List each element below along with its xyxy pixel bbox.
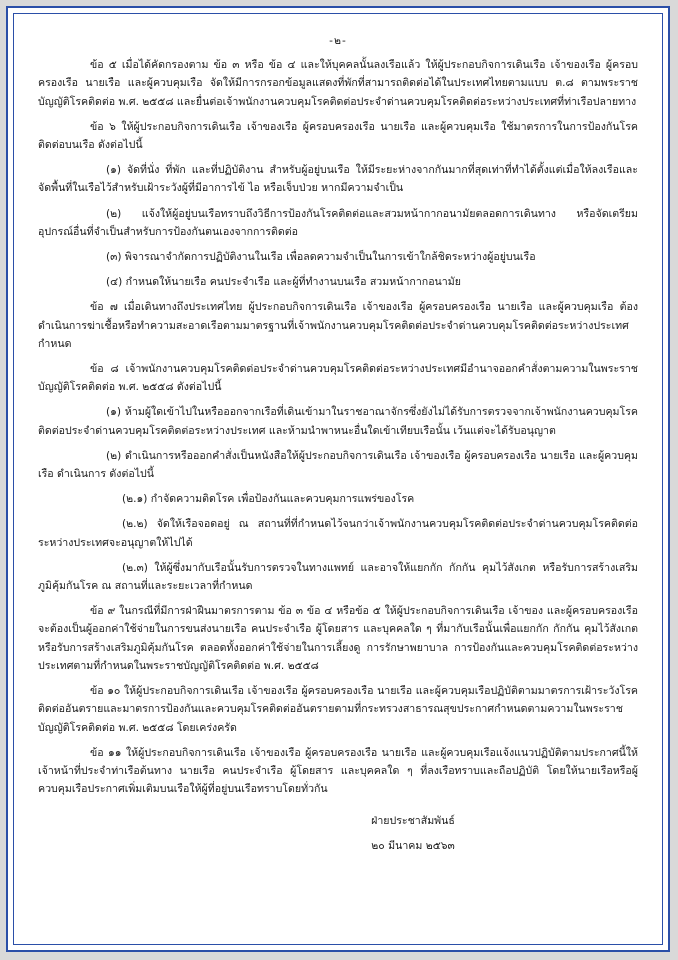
page-number: -๒- [329,35,347,47]
clause-6: ข้อ ๖ ให้ผู้ประกอบกิจการเดินเรือ เจ้าของเรือ ผู้ครอบครองเรือ นายเรือ และผู้ควบคุมเรือ ใช้มาตรการในการป้องกันโรคติดต่อบนเรือ ดังต่อไปนี้ [38,120,638,152]
clause-8-item-2-2: (๒.๒) จัดให้เรือจอดอยู่ ณ สถานที่ที่กำหนดไว้จนกว่าเจ้าพนักงานควบคุมโรคติดต่อประจำด่านควบคุมโรคติดต่อระหว่างประเทศจะอนุญาตให้ไปได้ [38,518,638,549]
clause-7: ข้อ ๗ เมื่อเดินทางถึงประเทศไทย ผู้ประกอบกิจการเดินเรือ เจ้าของเรือ ผู้ครอบครองเรือ นายเรือ และผู้ควบคุมเรือ ต้องดำเนินการฆ่าเชื้อหรือทำความสะอาดเรือตามมาตรฐานที่เจ้าพนักงานควบคุมโรคติดต่อประจำด่านควบคุมโรคติดต่อระหว่างประเทศกำหนด [38,301,638,350]
clause-6-item-4: (๔) กำหนดให้นายเรือ คนประจำเรือ และผู้ที่ทำงานบนเรือ สวมหน้ากากอนามัย [106,276,461,289]
clause-8-item-2: (๒) ดำเนินการหรือออกคำสั่งเป็นหนังสือให้ผู้ประกอบกิจการเดินเรือ เจ้าของเรือ ผู้ครอบครองเรือ นายเรือ และผู้ควบคุมเรือ ดำเนินการ ดังต่อไปนี้ [38,449,638,481]
clause-11: ข้อ ๑๑ ให้ผู้ประกอบกิจการเดินเรือ เจ้าของเรือ ผู้ครอบครองเรือ นายเรือ และผู้ควบคุมเรือแจ้งแนวปฏิบัติตามประกาศนี้ให้เจ้าหน้าที่ประจำท่าเรือต้นทาง นายเรือ คนประจำเรือ ผู้โดยสาร และบุคคลใด ๆ ที่ลงเรือทราบและถือปฏิบัติ โดยให้นายเรือหรือผู้ควบคุมเรือประกาศเพิ่มเติมบนเรือให้ผู้ที่อยู่บนเรือทราบโดยทั่วกัน [38,746,638,796]
clause-8-item-2-3: (๒.๓) ให้ผู้ซึ่งมากับเรือนั้นรับการตรวจในทางแพทย์ และอาจให้แยกกัก กักกัน คุมไว้สังเกต หรือรับการสร้างเสริมภูมิคุ้มกันโรค ณ สถานที่และระยะเวลาที่กำหนด [38,561,638,593]
signoff-date: ๒๐ มีนาคม ๒๕๖๓ [371,839,455,852]
clause-5: ข้อ ๕ เมื่อได้คัดกรองตาม ข้อ ๓ หรือ ข้อ ๔ และให้บุคคลนั้นลงเรือแล้ว ให้ผู้ประกอบกิจการเดินเรือ เจ้าของเรือ ผู้ครอบครองเรือ นายเรือ และผู้ควบคุมเรือ จัดให้มีการกรอกข้อมูลแสดงที่พักที่สามารถติดต่อได้ในประเทศไทยตามแบบ ต.๘ ตามพระราชบัญญัติโรคติดต่อ พ.ศ. ๒๕๕๘ และยื่นต่อเจ้าพนักงานควบคุมโรคติดต่อประจำด่านควบคุมโรคติดต่อระหว่างประเทศที่ท่าเรือปลายทาง [38,59,638,108]
clause-9: ข้อ ๙ ในกรณีที่มีการฝ่าฝืนมาตรการตาม ข้อ ๓ ข้อ ๔ หรือข้อ ๕ ให้ผู้ประกอบกิจการเดินเรือ เจ้าของ และผู้ครอบครองเรือ จะต้องเป็นผู้ออกค่าใช้จ่ายในการขนส่งนายเรือ คนประจำเรือ ผู้โดยสาร และบุคคลใด ๆ ที่มากับเรือนั้นเพื่อแยกกัก กักกัน คุมไว้สังเกต หรือรับการสร้างเสริมภูมิคุ้มกันโรค ตลอดทั้งออกค่าใช้จ่ายในการเลี้ยงดู การรักษาพยาบาล การป้องกันและควบคุมโรคติดต่อระหว่างประเทศตามที่กำหนดในพระราชบัญญัติโรคติดต่อ พ.ศ. ๒๕๕๘ [38,605,638,672]
signoff-department: ฝ่ายประชาสัมพันธ์ [371,815,455,828]
signoff-block [38,812,638,854]
clause-8: ข้อ ๘ เจ้าพนักงานควบคุมโรคติดต่อประจำด่านควบคุมโรคติดต่อระหว่างประเทศมีอำนาจออกคำสั่งตามความในพระราชบัญญัติโรคติดต่อ พ.ศ. ๒๕๕๘ ดังต่อไปนี้ [38,363,638,394]
clause-6-item-3: (๓) พิจารณาจำกัดการปฏิบัติงานในเรือ เพื่อลดความจำเป็นในการเข้าใกล้ชิดระหว่างผู้อยู่บนเรือ [106,251,536,264]
document-page [38,32,638,861]
clause-6-item-1: (๑) จัดที่นั่ง ที่พัก และที่ปฏิบัติงาน สำหรับผู้อยู่บนเรือ ให้มีระยะห่างจากกันมากที่สุดเท่าที่ทำได้ตั้งแต่เมื่อให้ลงเรือและจัดพื้นที่ในเรือไว้สำหรับเฝ้าระวังผู้ที่มีอาการไข้ ไอ หรือเจ็บป่วย หากมีความจำเป็น [38,164,638,195]
clause-10: ข้อ ๑๐ ให้ผู้ประกอบกิจการเดินเรือ เจ้าของเรือ ผู้ครอบครองเรือ นายเรือ และผู้ควบคุมเรือปฏิบัติตามมาตรการเฝ้าระวังโรคติดต่ออันตรายและมาตรการป้องกันและควบคุมโรคติดต่ออันตรายตามที่กระทรวงสาธารณสุขประกาศกำหนดตามความในพระราชบัญญัติโรคติดต่อ พ.ศ. ๒๕๕๘ โดยเคร่งครัด [38,685,638,734]
clause-8-item-2-1: (๒.๑) กำจัดความติดโรค เพื่อป้องกันและควบคุมการแพร่ของโรค [122,493,415,506]
clause-6-item-2: (๒) แจ้งให้ผู้อยู่บนเรือทราบถึงวิธีการป้องกันโรคติดต่อและสวมหน้ากากอนามัยตลอดการเดินทาง หรือจัดเตรียมอุปกรณ์อื่นที่จำเป็นสำหรับการป้องกันตนเองจากการติดต่อ [38,207,638,238]
clause-8-item-1: (๑) ห้ามผู้ใดเข้าไปในหรือออกจากเรือที่เดินเข้ามาในราชอาณาจักรซึ่งยังไม่ได้รับการตรวจจากเจ้าพนักงานควบคุมโรคติดต่อประจำด่านควบคุมโรคติดต่อระหว่างประเทศ และห้ามนำพาหนะอื่นใดเข้าเทียบเรือนั้น เว้นแต่จะได้รับอนุญาต [38,406,638,437]
